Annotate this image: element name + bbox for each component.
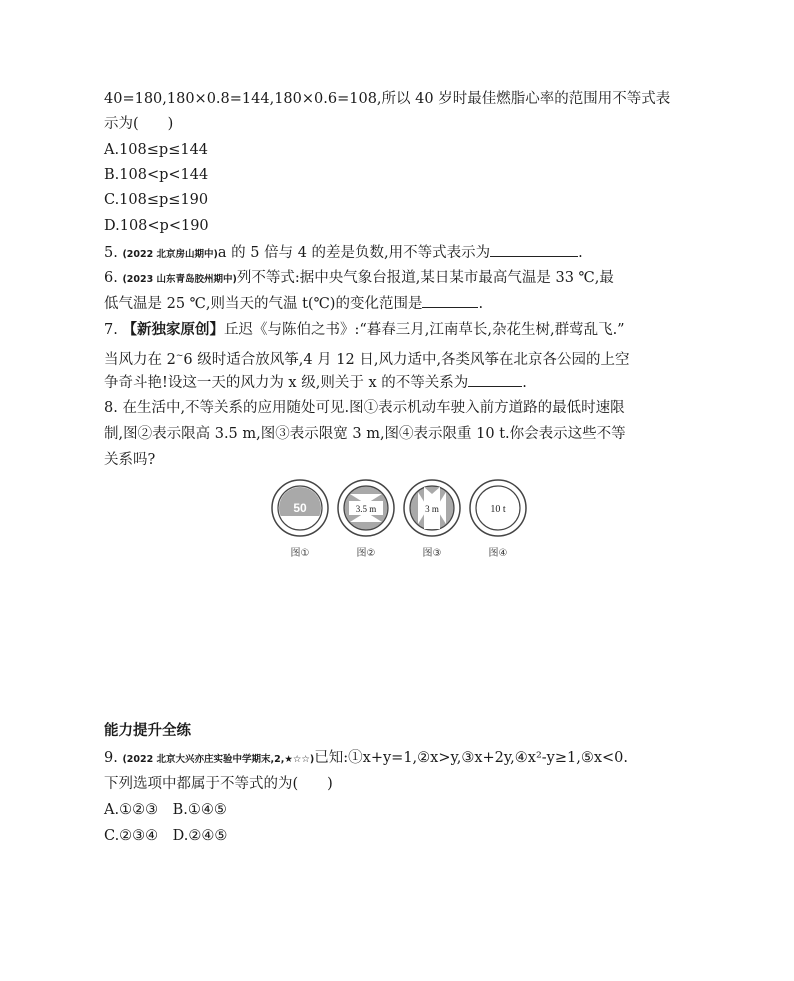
q5-end: . bbox=[578, 245, 583, 261]
q9-options-row1: A.①②③ B.①④⑤ bbox=[104, 802, 227, 818]
q7-answer-blank[interactable] bbox=[468, 372, 522, 387]
sign-4-value: 10 t bbox=[490, 504, 506, 515]
q6-number: 6. bbox=[104, 270, 118, 286]
q7-text2a: 当风力在 2 bbox=[104, 351, 176, 368]
q7-line2 bbox=[104, 346, 630, 370]
q6-answer-blank[interactable] bbox=[422, 293, 478, 308]
q9-line2: 下列选项中都属于不等式的为( ) bbox=[104, 776, 333, 792]
q7-text1: 丘迟《与陈伯之书》:“暮春三月,江南草长,杂花生树,群莺乱飞.” bbox=[223, 322, 625, 338]
sign-2-value: 3.5 m bbox=[355, 504, 377, 514]
q4-option-d: D.108<p<190 bbox=[104, 218, 209, 234]
q5-source-tag: (2022 北京房山期中) bbox=[122, 249, 218, 260]
q4-option-c: C.108≤p≤190 bbox=[104, 192, 209, 208]
q6-text1: 列不等式:据中央气象台报道,某日某市最高气温是 33 ℃,最 bbox=[236, 270, 614, 286]
q8-line3: 关系吗? bbox=[104, 452, 156, 468]
q9-source-tag: (2022 北京大兴亦庄实验中学期末,2,★☆☆) bbox=[122, 754, 315, 765]
q4-option-a: A.108≤p≤144 bbox=[104, 142, 209, 158]
q9-number: 9. bbox=[104, 750, 118, 766]
q4-line2: 示为( ) bbox=[104, 116, 174, 132]
q5-number: 5. bbox=[104, 245, 118, 261]
q7-line1 bbox=[104, 320, 625, 340]
figure-4-caption: 图④ bbox=[488, 548, 508, 559]
figure-2 bbox=[336, 478, 396, 559]
weight-limit-sign-icon bbox=[468, 478, 528, 538]
q7-source-tag: 【新独家原创】 bbox=[122, 322, 224, 338]
figure-3-caption: 图③ bbox=[422, 548, 442, 559]
q8-line1: 8. 在生活中,不等关系的应用随处可见.图①表示机动车驶入前方道路的最低时速限 bbox=[104, 400, 625, 416]
q7-text3: 争奇斗艳!设这一天的风力为 x 级,则关于 x 的不等关系为 bbox=[104, 375, 469, 391]
width-limit-sign-icon bbox=[402, 478, 462, 538]
q7-line3 bbox=[104, 372, 527, 393]
q5-answer-blank[interactable] bbox=[490, 242, 578, 257]
sign-1-value: 50 bbox=[293, 501, 307, 515]
figure-3 bbox=[402, 478, 462, 559]
section-title: 能力提升全练 bbox=[104, 723, 191, 739]
q6-text2: 低气温是 25 ℃,则当天的气温 t(℃)的变化范围是 bbox=[104, 296, 423, 312]
q4-line1: 40=180,180×0.8=144,180×0.6=108,所以 40 岁时最佳燃脂心率的范围用不等式表 bbox=[104, 91, 671, 107]
q6-line2 bbox=[104, 293, 483, 314]
q7-tilde: ~ bbox=[175, 351, 184, 361]
q6-end: . bbox=[478, 296, 484, 312]
figure-4 bbox=[468, 478, 528, 559]
q9-line1 bbox=[104, 748, 628, 770]
q4-option-b: B.108<p<144 bbox=[104, 167, 209, 183]
q7-number: 7. bbox=[104, 322, 118, 338]
q8-line2: 制,图②表示限高 3.5 m,图③表示限宽 3 m,图④表示限重 10 t.你会表示这些不等 bbox=[104, 426, 626, 442]
q7-end: . bbox=[522, 375, 527, 391]
q6-source-tag: (2023 山东青岛胶州期中) bbox=[122, 274, 237, 285]
figure-2-caption: 图② bbox=[356, 548, 376, 559]
q5-line bbox=[104, 242, 583, 265]
figure-1 bbox=[270, 478, 330, 559]
traffic-signs-figure bbox=[270, 478, 530, 558]
q7-text2b: 6 级时适合放风筝,4 月 12 日,风力适中,各类风筝在北京各公园的上空 bbox=[183, 351, 630, 368]
q9-options-row2: C.②③④ D.②④⑤ bbox=[104, 828, 228, 844]
min-speed-sign-icon bbox=[270, 478, 330, 538]
sign-3-value: 3 m bbox=[425, 504, 439, 514]
q9-text1: 已知:①x+y=1,②x>y,③x+2y,④x²-y≥1,⑤x<0. bbox=[314, 750, 629, 766]
figure-1-caption: 图① bbox=[290, 548, 310, 559]
q5-text: a 的 5 倍与 4 的差是负数,用不等式表示为 bbox=[217, 245, 491, 261]
q6-line1 bbox=[104, 268, 614, 290]
height-limit-sign-icon bbox=[336, 478, 396, 538]
